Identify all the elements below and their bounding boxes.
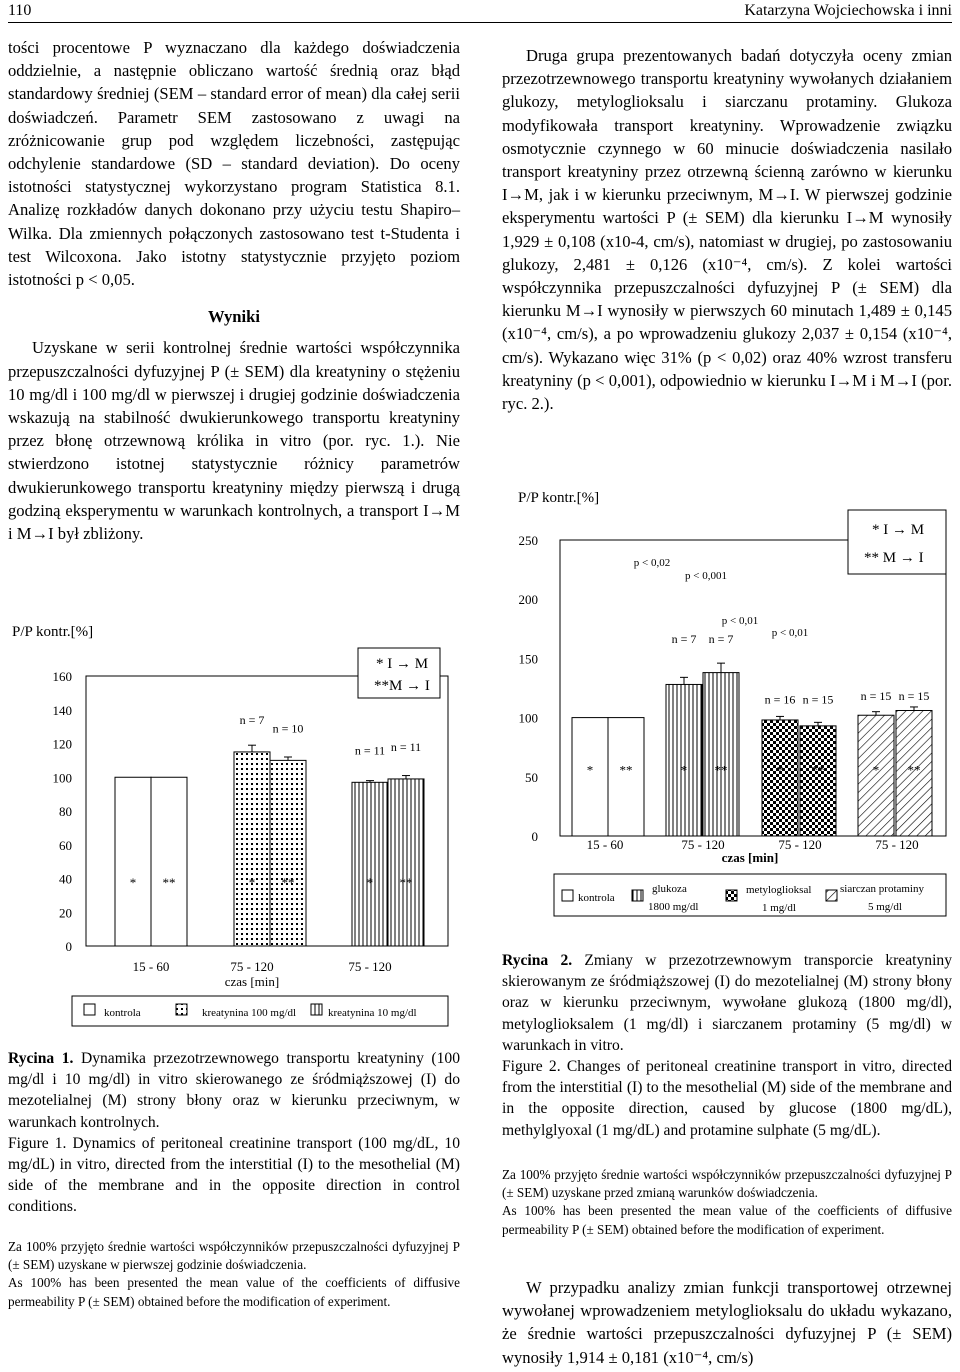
- figure-1-note-pl: Za 100% przyjęto średnie wartości współczynników przepuszczalności dyfuzyjnej P (± SEM) uzyskane w pierwszej godzinie doświadczenia.: [8, 1239, 460, 1273]
- figure-2-caption-pl: Zmiany w przezotrzewnowym transporcie kreatyniny skierowanym ze śródmiąższowej (I) do mezotelialnej (M) strony błony oraz w kierunku przeciwnym, wywołane glukozą (1800 mg/dl), metyloglioksalem (1 mg/dl) i siarczanem protaminy (5 mg/dl) w warunkach in vitro.: [502, 952, 953, 1054]
- figure-2-caption: [502, 950, 952, 1141]
- direction-marker: **: [619, 762, 633, 778]
- n-label: n = 15: [860, 688, 892, 703]
- bar: [352, 782, 388, 946]
- y-tick-label: 20: [59, 905, 72, 921]
- x-axis-label: czas [min]: [721, 850, 779, 865]
- y-tick-label: 150: [518, 651, 538, 667]
- direction-marker: *: [248, 874, 256, 890]
- legend-entry: kreatynina 100 mg/dl: [202, 1007, 297, 1019]
- legend-swatch: [726, 890, 737, 901]
- methylglyoxal-paragraph: W przypadku analizy zmian funkcji transportowej otrzewnej wywołanej wprowadzeniem metyloglioksalu do układu wykazano, że średnie wartości przepuszczalności dyfuzyjnej P (± SEM) wynosiły 1,914 ± 0,181 (x10⁻⁴, cm/s): [502, 1278, 952, 1367]
- significance-label: p < 0,001: [685, 570, 727, 583]
- significance-label: p < 0,02: [633, 557, 671, 570]
- right-column: [502, 44, 952, 415]
- figure-1-chart: [6, 618, 454, 1028]
- running-head-authors: Katarzyna Wojciechowska i inni: [744, 2, 952, 19]
- direction-marker: **: [714, 762, 728, 778]
- y-tick-label: 0: [65, 939, 72, 954]
- y-tick-label: 140: [52, 702, 72, 718]
- y-tick-label: 100: [52, 770, 72, 786]
- figure-1-note-en: As 100% has been presented the mean value of the coefficients of diffusive permeability P (± SEM) obtained before the modification of experiment.: [8, 1275, 460, 1309]
- results-heading: Wyniki: [208, 307, 260, 327]
- legend-entry: glukoza 1800 mg/dl: [648, 883, 699, 913]
- direction-legend-2: ** M → I: [864, 550, 924, 566]
- y-tick-label: 120: [52, 736, 72, 752]
- n-label: n = 15: [898, 688, 930, 703]
- figure-2-note-en: As 100% has been presented the mean value of the coefficients of diffusive permeability P (± SEM) obtained before the modification of experiment.: [502, 1203, 952, 1237]
- x-axis-label: czas [min]: [224, 974, 280, 989]
- x-tick-label: 75 - 120: [348, 959, 392, 974]
- header-rule: [8, 22, 952, 23]
- y-axis-label: P/P kontr.[%]: [518, 490, 600, 506]
- n-label: n = 7: [671, 632, 697, 647]
- bar: [115, 777, 151, 946]
- figure-2-note: [502, 1166, 952, 1239]
- legend-swatch: [176, 1004, 187, 1015]
- x-tick-label: 75 - 120: [230, 959, 274, 974]
- figure-2-note-pl: Za 100% przyjęto średnie wartości współczynników przepuszczalności dyfuzyjnej P (± SEM) uzyskane przed zmianą warunków doświadczenia.: [502, 1167, 952, 1201]
- methods-paragraph: tości procentowe P wyznaczano dla każdego doświadczenia oddzielnie, a następnie obliczano wartość średnią oraz błąd standardowy średniej (SEM – standard error of mean) dla całej serii doświadczeń. Parametr SEM zastosowano z uwagi na zróżnicowanie grup pod względem liczebności, zastępując odchylenie standardowe (SD – standard deviation). Do oceny istotności statystycznej wykorzystano program Statistica 8.1. Analizę rozkładów danych dokonano przy użyciu testu Shapiro–Wilka. Dla zmiennych połączonych zastosowano test t-Studenta i test Wilcoxona. Jako istotny statystycznie przyjęto poziom istotności p < 0,05.: [8, 38, 460, 290]
- x-tick-label: 75 - 120: [875, 837, 919, 852]
- direction-legend-2: **M → I: [374, 678, 430, 694]
- n-label: n = 15: [802, 692, 834, 707]
- y-axis-label: P/P kontr.[%]: [12, 624, 94, 640]
- x-tick-label: 15 - 60: [586, 837, 624, 852]
- legend-entry: siarczan protaminy 5 mg/dl: [840, 883, 924, 913]
- left-column: [8, 36, 460, 545]
- direction-marker: **: [907, 762, 921, 778]
- figure-1-svg: [6, 618, 454, 1028]
- direction-marker: *: [586, 762, 594, 778]
- y-tick-label: 0: [531, 829, 538, 844]
- bar: [151, 777, 187, 946]
- legend-swatch: [826, 890, 837, 901]
- figure-1-label: Rycina 1.: [8, 1050, 74, 1067]
- x-tick-label: 15 - 60: [132, 959, 170, 974]
- figure-1-caption-pl: Dynamika przezotrzewnowego transportu kreatyniny (100 mg/dl i 10 mg/dl) in vitro skierowanego ze śródmiąższowej (I) do mezotelialnej (M) strony błony oraz w kierunku przeciwnym, w warunkach kontrolnych.: [8, 1050, 460, 1131]
- direction-marker: **: [281, 874, 295, 890]
- results-paragraph: Uzyskane w serii kontrolnej średnie wartości współczynnika przepuszczalności dyfuzyjnej P (± SEM) dla kreatyniny o stężeniu 10 mg/dl i 100 mg/dl w pierwszej i drugiej godzinie doświadczenia wskazują na stabilność dwukierunkowego transportu kreatyniny przez błonę otrzewnową królika in vitro (por. ryc. 1.). Nie stwierdzono istotnej statystycznie różnicy parametrów dwukierunkowego transportu kreatyniny między pierwszą i drugą godziną eksperymentu w warunkach kontrolnych, a transport I→M i M→I był zbliżony.: [8, 338, 460, 544]
- glucose-paragraph: Druga grupa prezentowanych badań dotyczyła oceny zmian przezotrzewnowego transportu kreatyniny wywołanych działaniem glukozy, metyloglioksalu i siarczanu protaminy. Glukoza modyfikowała transport kreatyniny. Wprowadzenie związku osmotycznie czynnego w 60 minucie doświadczenia nasilało transport kreatyniny przez otrzewną ścienną zarówno w kierunku I→M, jak i w kierunku przeciwnym, M→I. W pierwszej godzinie eksperymentu wartości P (± SEM) dla kierunku I→M wynosiły 1,929 ± 0,108 (x10-4, cm/s), natomiast w drugiej, po zastosowaniu glukozy, 2,481 ± 0,126 (x10⁻⁴, cm/s). Z kolei wartości współczynnika przepuszczalności dyfuzyjnej P (± SEM) dla kierunku M→I wynosiły w pierwszych 60 minutach 1,489 ± 0,145 (x10⁻⁴, cm/s), a po wprowadzeniu glukozy 2,037 ± 0,154 (x10⁻⁴, cm/s). Wykazano więc 31% (p < 0,02) oraz 40% wzrost transferu kreatyniny (p < 0,001), odpowiednio w kierunku I→M i M→I (por. ryc. 2.).: [502, 46, 952, 414]
- y-tick-label: 50: [525, 769, 538, 785]
- page-header: [8, 0, 952, 22]
- figure-2-caption-en: Figure 2. Changes of peritoneal creatinine transport in vitro, directed from the interstitial (I) to the mesothelial (M) side of the membrane and in the opposite direction, caused by glucose (1800 mg/dL), methylglyoxal (1 mg/dL) and protamine sulphate (5 mg/dL).: [502, 1058, 952, 1139]
- y-tick-label: 80: [59, 804, 72, 819]
- figure-1-note: [8, 1238, 460, 1311]
- y-tick-label: 250: [518, 533, 538, 548]
- y-tick-label: 160: [52, 669, 72, 684]
- figure-2-svg: [500, 480, 952, 920]
- bar: [703, 673, 739, 836]
- n-label: n = 16: [764, 692, 796, 707]
- figure-1-caption: [8, 1048, 460, 1218]
- legend-entry: kreatynina 10 mg/dl: [328, 1007, 417, 1019]
- bar: [270, 760, 306, 946]
- direction-marker: *: [366, 874, 374, 890]
- bar: [666, 684, 702, 836]
- figure-2-chart: [500, 480, 952, 920]
- bar: [762, 720, 798, 836]
- significance-label: p < 0,01: [721, 615, 759, 628]
- legend-entry: metyloglioksal 1 mg/dl: [746, 884, 812, 914]
- bar: [388, 779, 424, 946]
- significance-label: p < 0,01: [771, 626, 809, 639]
- direction-legend-1: * I → M: [872, 522, 925, 538]
- page-number: 110: [8, 2, 32, 19]
- n-label: n = 11: [390, 739, 422, 754]
- n-label: n = 7: [708, 632, 734, 647]
- bar: [234, 752, 270, 946]
- direction-marker: **: [162, 874, 176, 890]
- direction-marker: *: [872, 762, 880, 778]
- direction-marker: *: [776, 762, 784, 778]
- n-label: n = 10: [272, 721, 304, 736]
- direction-legend-1: * I → M: [376, 656, 429, 672]
- right-column-continuation: [502, 1276, 952, 1369]
- direction-marker: **: [811, 762, 825, 778]
- legend-entry: kontrola: [104, 1007, 141, 1019]
- bar: [800, 726, 836, 836]
- y-tick-label: 40: [59, 871, 72, 887]
- legend-swatch: [311, 1004, 322, 1015]
- direction-marker: *: [680, 762, 688, 778]
- direction-marker: *: [129, 874, 137, 890]
- y-tick-label: 60: [59, 837, 72, 853]
- legend-swatch: [562, 890, 573, 901]
- x-tick-label: 75 - 120: [778, 837, 822, 852]
- y-tick-label: 100: [518, 710, 538, 726]
- figure-1-caption-en: Figure 1. Dynamics of peritoneal creatinine transport (100 mg/dL, 10 mg/dL) in vitro, directed from the interstitial (I) to the mesothelial (M) side of the membrane and in the opposite direction in control conditions.: [8, 1134, 460, 1216]
- x-tick-label: 75 - 120: [681, 837, 725, 852]
- figure-2-label: Rycina 2.: [502, 952, 573, 969]
- n-label: n = 11: [354, 743, 386, 758]
- y-tick-label: 200: [518, 592, 538, 608]
- legend-swatch: [632, 890, 643, 901]
- legend-entry: kontrola: [578, 892, 615, 904]
- direction-marker: **: [399, 874, 413, 890]
- legend-swatch: [84, 1004, 95, 1015]
- n-label: n = 7: [239, 712, 265, 727]
